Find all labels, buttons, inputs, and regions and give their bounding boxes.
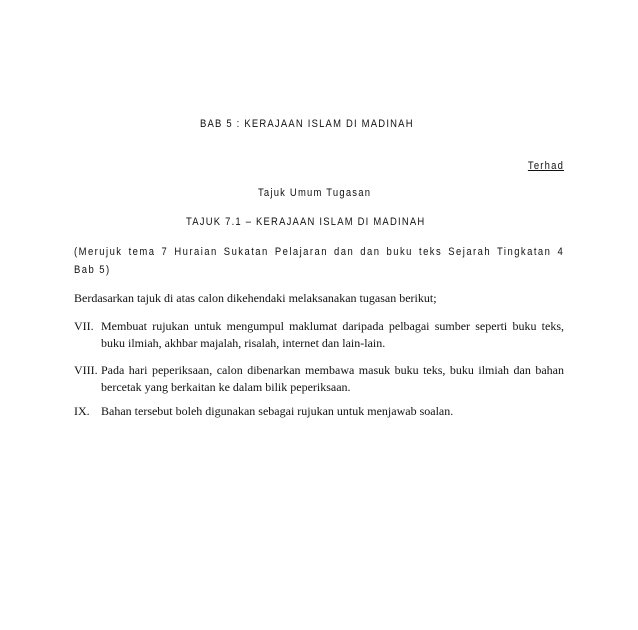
reference-note: (Merujuk tema 7 Huraian Sukatan Pelajaran dan dan buku teks Sejarah Tingkatan 4 Bab 5)	[74, 246, 565, 276]
intro-paragraph: Berdasarkan tajuk di atas calon dikehendaki melaksanakan tugasan berikut;	[74, 291, 437, 305]
list-item-text: Membuat rujukan untuk mengumpul maklumat daripada pelbagai sumber seperti buku teks, buku ilmiah, akhbar majalah, risalah, internet dan lain-lain.	[101, 319, 564, 350]
list-item-text: Pada hari peperiksaan, calon dibenarkan membawa masuk buku teks, buku ilmiah dan bahan bercetak yang berkaitan ke dalam bilik peperiksaan.	[101, 363, 564, 394]
list-item-number: VIII.	[74, 363, 98, 377]
list-item-number: IX.	[74, 404, 90, 418]
topic-heading: TAJUK 7.1 – KERAJAAN ISLAM DI MADINAH	[186, 216, 426, 228]
list-item	[74, 318, 564, 352]
list-item	[74, 362, 564, 396]
list-item-text: Bahan tersebut boleh digunakan sebagai rujukan untuk menjawab soalan.	[101, 404, 454, 418]
assignment-subtitle: Tajuk Umum Tugasan	[258, 187, 372, 199]
chapter-title: BAB 5 : KERAJAAN ISLAM DI MADINAH	[200, 118, 414, 130]
classification-label: Terhad	[527, 160, 564, 172]
list-item	[74, 403, 564, 420]
list-item-number: VII.	[74, 319, 94, 333]
